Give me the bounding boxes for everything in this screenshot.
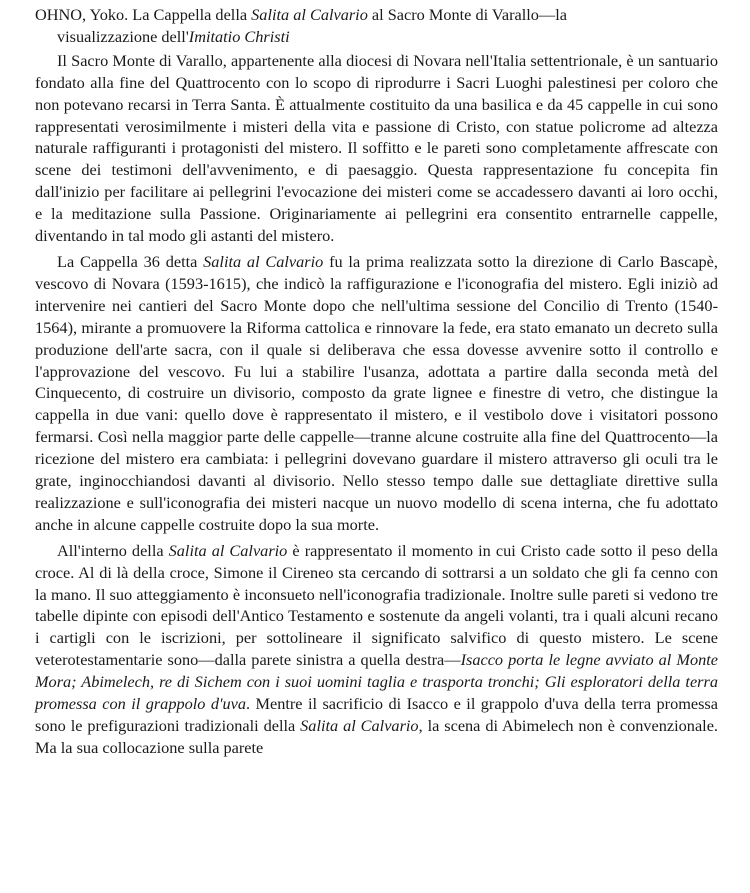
p3-text-c: . Mentre il sacrificio di Isacco e il grappolo d'uva della terra promessa sono le prefigurazioni tradizionali della — [35, 694, 718, 735]
title-italic-1: Salita al Calvario — [251, 5, 368, 24]
title-part-3: visualizzazione dell' — [57, 26, 189, 46]
p3-text-a: All'interno della — [57, 540, 169, 560]
title-part-2: al Sacro Monte di Varallo—la — [367, 5, 567, 24]
paragraph-1: Il Sacro Monte di Varallo, appartenente alla diocesi di Novara nell'Italia settentrionale, è un santuario fondato alla fine del Quattrocento con lo scopo di riprodurre i Sacri Luoghi palestinesi per coloro che non potevano recarsi in Terra Santa. È attualmente costituito da una basilica e da 45 cappelle in cui sono rappresentati verosimilmente i misteri della vita e passione di Cristo, con statue policrome ad altezza naturale raffiguranti i protagonisti del mistero. Il soffitto e le pareti sono completamente affrescate con scene dei testimoni dell'avvenimento, e di paesaggio. Questa rappresentazione fu concepita fin dall'inizio per facilitare ai pellegrini l'evocazione dei misteri come se accadessero davanti ai loro occhi, e la meditazione sulla Passione. Originariamente ai pellegrini era consentito entrarnelle cappelle, diventando in tal modo gli astanti del mistero. — [35, 50, 718, 246]
author-name: OHNO, Yoko. — [35, 5, 129, 24]
paragraph-3 — [35, 540, 718, 759]
p2-text-a: La Cappella 36 detta — [57, 251, 204, 271]
p2-text-b: fu la prima realizzata sotto la direzione di Carlo Bascapè, vescovo di Novara (1593-1615), che indicò la raffigurazione e l'iconografia del mistero. Egli iniziò ad intervenire nei cantieri del Sacro Monte dopo che nell'ultima sessione del Concilio di Trento (1540-1564), mirante a promuovere la Riforma cattolica e rinnovare la fede, era stato emanato un decreto sulla produzione dell'arte sacra, con il quale si deliberava che essa dovesse avvenire sotto il controllo e l'approvazione del vescovo. Fu lui a stabilire l'usanza, adottata a partire dalla seconda metà del Cinquecento, di costruire un divisorio, composto da grate lignee e finestre di vetro, che distingue la cappella in due vani: quello dove è rappresentato il mistero, e il vestibolo dove i visitatori possono fermarsi. Così nella maggior parte delle cappelle—tranne alcune costruite alla fine del Quattrocento—la ricezione del mistero era cambiata: i pellegrini dovevano guardare il mistero attraverso gli oculi tra le grate, inginocchiandosi davanti al divisorio. Nello stesso tempo dalle sue dettagliate direttive sulla realizzazione e sull'iconografia dei misteri nacque un nuovo modello di scena interna, che fu adottato anche in alcune cappelle costruite dopo la sua morte. — [35, 251, 718, 534]
p3-italic-c: Salita al Calvario — [300, 716, 419, 735]
title-continuation — [35, 26, 718, 48]
paragraph-2 — [35, 251, 718, 536]
entry-heading — [35, 4, 718, 48]
p3-italic-a: Salita al Calvario — [168, 540, 288, 560]
title-part-1: La Cappella della — [128, 5, 252, 24]
p3-italic-b: Isacco porta le legne avviato al Monte Mora; Abimelech, re di Sichem con i suoi uomini taglia e trasporta tronchi; Gli esploratori della terra promessa con il grappolo d'uva — [35, 650, 718, 714]
title-italic-2: Imitatio Christi — [188, 26, 290, 46]
p2-italic-a: Salita al Calvario — [203, 251, 324, 271]
p3-text-d: , la scena di Abimelech non è convenzionale. Ma la sua collocazione sulla parete — [35, 716, 718, 757]
p3-text-b: è rappresentato il momento in cui Cristo cade sotto il peso della croce. Al di là della croce, Simone il Cireneo sta cercando di sottrarsi a un soldato che gli fa cenno con la mano. Il suo atteggiamento è inconsueto nell'iconografia tradizionale. Inoltre sulle pareti si vedono tre tabelle dipinte con episodi dell'Antico Testamento e sostenute da angeli volanti, tra i quali alcuni recano i cartigli con le iscrizioni, per sottolineare il significato salvifico di questo mistero. Le scene veterotestamentarie sono—dalla parete sinistra a quella destra— — [35, 540, 718, 670]
